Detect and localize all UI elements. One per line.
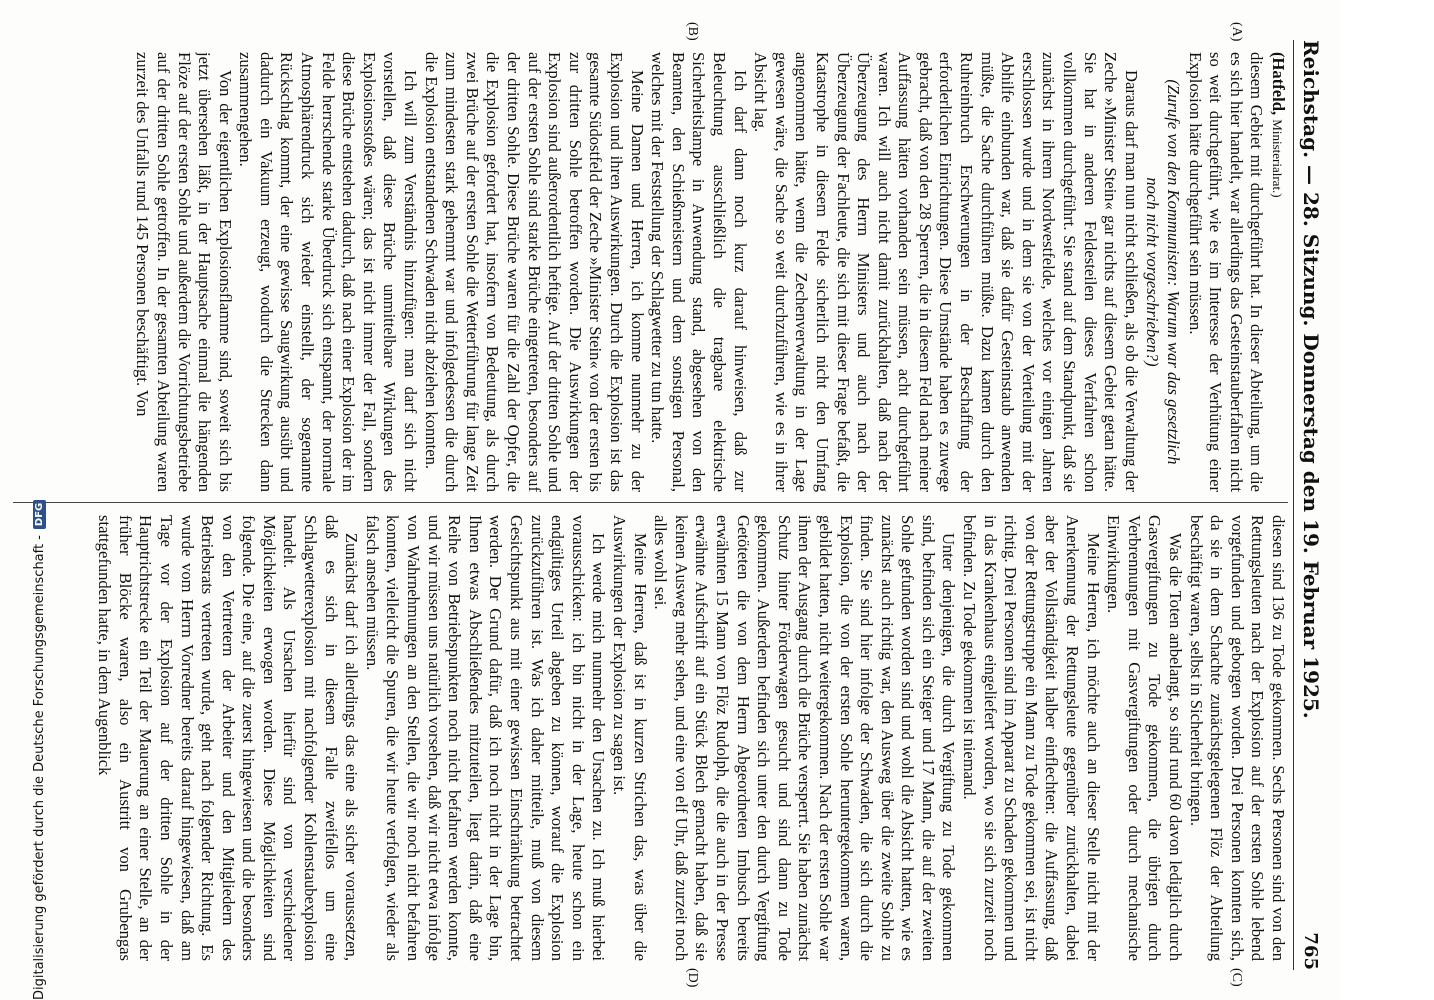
- paragraph: Ich werde mich nunmehr den Ursachen zu. Ich muß hierbei vorausschicken: ich bin nicht in der Lage, heute schon ein endgültiges Urteil abgeben zu können, worauf die Explosion zurückzuführen ist. Was ich daher mitteile, muß von diesem Gesichtspunkt aus mit einer gewissen Einschränkung betrachtet werden. Der Grund dafür, daß ich noch nicht in der Lage bin, Ihnen etwas Abschließendes mitzuteilen, liegt darin, daß eine Reihe von Betriebspunkten noch nicht befahren werden konnte, und wir müssen uns natürlich vorsehen, daß wir nicht etwa infolge von Wahrnehmungen an den Stellen, die wir noch nicht befahren konnten, vielleicht die Spuren, die wir heute verfolgen, wieder als falsch ansehen müssen.: [362, 515, 609, 961]
- digitization-banner: [26, 0, 52, 1000]
- left-column: [13, 52, 1288, 492]
- right-column: [13, 515, 1288, 961]
- paragraph: Von der eigentlichen Explosionsflamme sind, soweit sich bis jetzt übersehen läßt, in der Hauptsache einmal die hängenden Flöze auf der ersten Sohle und außerdem die Vorrichtungsbetriebe auf der dritten Sohle getroffen. In der gesamten Abteilung waren zurzeit des Unfalls rund 145 Personen beschäftigt. Von: [133, 52, 235, 492]
- paragraph: Was die Toten anbelangt, so sind rund 60 davon lediglich durch Gasvergiftungen zu Tode gekommen, die übrigen durch Verbrennungen mit Gasvergiftungen oder durch mechanische Einwirkungen.: [1104, 515, 1186, 961]
- paragraph: Zunächst darf ich allerdings das eine als sicher voraussetzen, daß es sich in diesem Falle zweifellos um eine Schlagwetterexplosion mit nachfolgender Kohlenstaubexplosion handelt. Als Ursachen hierfür sind von verschiedener Möglichkeiten erwogen worden. Diese Möglichkeiten sind folgende. Die eine, auf die zuerst hingewiesen und die besonders von den Vertretern der Arbeiter und den Mitgliedern des Betriebsrats vertreten wurde, geht nach folgender Richtung. Es wurde vom Herrn Vorredner bereits darauf hingewiesen, daß am Tage vor der Explosion auf der dritten Sohle in der Hauptrichtstrecke ein Teil der Mauerung an einer Stelle, an der früher Blöcke waren, also ein Austritt von Grubengas stattgefunden hatte, in dem Augenblick: [95, 515, 362, 961]
- margin-marker-c: (C): [1229, 968, 1244, 987]
- speaker-name: (Hatfeld,: [1269, 52, 1288, 116]
- paragraph: Meine Herren, ich möchte auch an dieser Stelle nicht mit der Anerkennung der Rettungsleute gegenüber zurückhalten, dabei aber der Vollständigkeit halber einflechten: die Auffassung, daß von der Rettungstruppe ein Mann zu Tode gekommen sei, ist nicht richtig. Drei Personen sind im Apparat zu Schaden gekommen und in das Krankenhaus eingeliefert worden, wo sie sich zurzeit noch befinden. Zu Tode gekommen ist niemand.: [960, 515, 1103, 961]
- paragraph: Unter denjenigen, die durch Vergiftung zu Tode gekommen sind, befinden sich ein Steiger und 17 Mann, die auf der zweiten Sohle gefunden worden sind und wohl die Absicht hatten, wie es zunächst auch richtig war, den Ausweg über die zweite Sohle zu finden. Sie sind hier infolge der Schwaden, die sich durch die Explosion, die von der ersten Sohle heruntergekommen waren, gebildet hatten, nicht weitergekommen. Nach der ersten Sohle war ihnen der Ausgang durch die Brüche versperrt. Sie haben zunächst Schutz hinter Förderwagen gesucht und sind dann zu Tode gekommen. Außerdem befinden sich unter den durch Vergiftung Getöteten die von dem Herrn Abgeordneten Imbusch bereits erwähnten 15 Mann von Flöz Rudolph, die die auch in der Presse erwähnte Aufschrift auf ein Stück Blech gemacht haben, daß sie keinen Ausweg mehr sehen, und eine von elf Uhr, daß zurzeit noch alles wohl sei.: [651, 515, 959, 961]
- paragraph: Meine Damen und Herren, ich komme nunmehr zu der Explosion und ihren Auswirkungen. Durch die Explosion ist das gesamte Südostfeld der Zeche »Minister Stein« von der ersten bis zur dritten Sohle betroffen worden. Die Auswirkungen der Explosion sind außerordentlich heftige. Auf der dritten Sohle und auf der ersten Sohle sind starke Brüche eingetreten, besonders auf der dritten Sohle. Diese Brüche waren für die Zahl der Opfer, die die Explosion gefordert hat, insofern von Bedeutung, als durch zwei Brüche auf der ersten Sohle die Wetterführung für lange Zeit zum mindesten stark gehemmt war und infolgedessen die durch die Explosion entstandenen Schwaden nicht abziehen konnten.: [421, 52, 647, 492]
- page-header: [1296, 40, 1326, 970]
- header-title: Reichstag. — 28. Sitzung. Donnerstag den 19. Februar 1925.: [1299, 40, 1323, 719]
- paragraph: diesen sind 136 zu Tode gekommen. Sechs Personen sind von den Rettungsleuten nach der Explosion auf der ersten Sohle lebend vorgefunden und geborgen worden. Drei Personen konnten sich, da sie in dem Schachte zunächstgelegenen Flöz der Abteilung beschäftigt waren, selbst in Sicherheit bringen.: [1186, 515, 1288, 961]
- speaker-line: [1266, 52, 1288, 492]
- paragraph: diesem Gebiet mit durchgeführt hat. In dieser Abteilung, um die es sich hier handelt, war allerdings das Gesteinstauberfahren nicht so weit durchgeführt, wie es im Interesse der Verhütung einer Explosion hätte durchgeführt sein müssen.: [1185, 52, 1267, 492]
- paragraph: Daraus darf man nun nicht schließen, als ob die Verwaltung der Zeche »Minister Stein« gar nichts auf diesem Gebiet getan hätte. Sie hat in anderen Feldesteilen dieses Verfahren schon vollkommen durchgeführt. Sie stand auf dem Standpunkt, daß sie zunächst in ihrem Nordwestfelde, welches vor einigen Jahren erschlossen wurde und in dem sie von der Verteilung mit der Abhilfe einbunden war, daß sie dafür Gesteinstaub anwenden müßte, die Sache durchführen müßte. Dazu kamen durch den Ruhreinbruch Erschwerungen in der Beschaffung der erforderlichen Einrichtungen. Diese Umstände haben es zuwege gebracht, daß von den 28 Sperren, die in diesem Feld nach meiner Auffassung hätten vorhanden sein müssen, acht durchgeführt waren. Ich will auch nicht damit zurückhalten, daß nach der Überzeugung des Herrn Ministers und auch nach der Überzeugung der Fachleute, die sich mit dieser Frage befaßt, die Katastrophe in diesem Felde sicherlich nicht den Umfang angenommen hätte, wenn die Zechenverwaltung in der Lage gewesen wäre, die Sache so weit durchzuführen, wie es in ihrer Absicht lag.: [751, 52, 1141, 492]
- paragraph: Ich will zum Verständnis hinzufügen: man darf sich nicht vorstellen, daß diese Brüche unmittelbare Wirkungen des Explosionsstoßes wären; das ist nicht immer der Fall, sondern diese Brüche entstehen dadurch, daß nach einer Explosion der im Felde herrschende starke Überdruck sich entspannt, der normale Atmosphärendruck sich wieder einstellt, der sogenannte Rückschlag kommt, der eine gewisse Saugwirkung ausübt und dadurch ein Vakuum erzeugt, wodurch die Strecken dann zusammengehen.: [236, 52, 421, 492]
- header-rule: [1293, 40, 1294, 970]
- paragraph: Ich darf dann noch kurz darauf hinweisen, daß zur Beleuchtung ausschließlich die tragbare elektrische Sicherheitslampe in Anwendung stand, abgesehen von den Beamten, den Schießmeistern und dem sonstigen Personal, welches mit der Feststellung der Schlagwetter zu tun hatte.: [648, 52, 750, 492]
- margin-marker-d: (D): [685, 968, 700, 988]
- paragraph: Meine Herren, daß ist in kurzen Strichen das, was über die Auswirkungen der Explosion zu sagen ist.: [610, 515, 650, 961]
- margin-marker-a: (A): [1229, 22, 1244, 42]
- page-number: 765: [1300, 932, 1322, 970]
- speaker-role: Ministerialrat.): [1270, 119, 1285, 198]
- interjection: (Zurufe von den Kommunisten: Warum war das gesetzlich noch nicht vorgeschrieben?): [1143, 79, 1184, 465]
- banner-text: Digitalisierung gefördert durch die Deutsche Forschungsgemeinschaft -: [31, 535, 47, 1000]
- dfg-logo: DFG: [33, 500, 46, 529]
- margin-marker-b: (B): [685, 22, 700, 41]
- column-divider: [13, 502, 1288, 503]
